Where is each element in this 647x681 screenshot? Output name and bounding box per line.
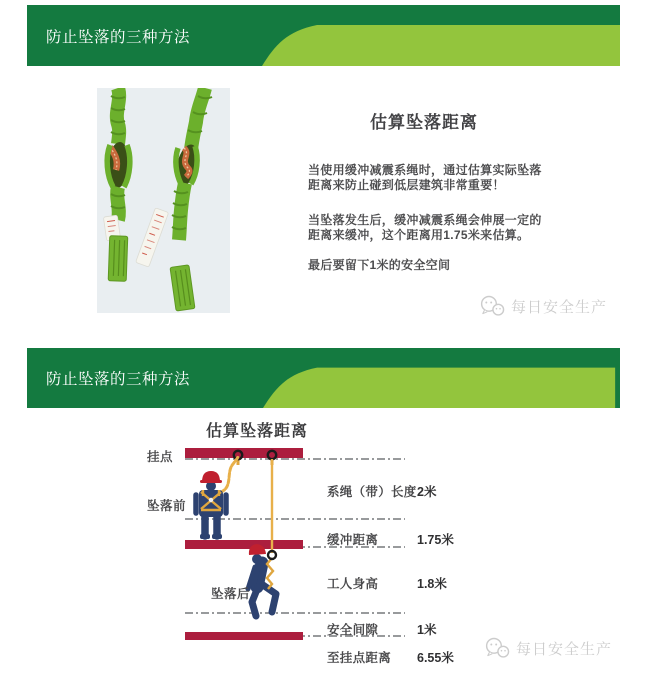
lanyard-line — [221, 457, 238, 492]
label-anchor-point: 挂点 — [147, 450, 174, 464]
measurement-value: 1.75米 — [417, 533, 454, 547]
worker-before-fall — [196, 471, 226, 539]
slide1-title: 估算坠落距离 — [370, 113, 478, 132]
slide2-banner-title: 防止坠落的三种方法 — [46, 371, 191, 388]
measurement-label: 安全间隙 — [327, 623, 379, 637]
slide1-watermark-text: 每日安全生产 — [511, 299, 608, 316]
slide1-paragraph-2: 当坠落发生后，缓冲减震系绳会伸展一定的距离来缓冲，这个距离用1.75米来估算。 — [308, 213, 542, 242]
slide1-paragraph-3: 最后要留下1米的安全空间 — [308, 258, 451, 272]
measurement-value: 1米 — [417, 623, 437, 637]
measurement-value: 6.55米 — [417, 651, 454, 665]
label-after-fall: 坠落后 — [211, 587, 251, 601]
lanyard-left — [103, 88, 130, 281]
slide2-header-banner — [27, 348, 620, 408]
slide1-paragraph-1: 当使用缓冲减震系绳时，通过估算实际坠落距离来防止碰到低层建筑非常重要！ — [308, 163, 542, 192]
measurement-label: 系绳（带）长度 — [327, 485, 417, 499]
lanyard-right — [136, 88, 212, 311]
worker-after-fall — [248, 544, 276, 616]
label-before-fall: 坠落前 — [147, 499, 187, 513]
slide1-watermark — [479, 295, 607, 318]
slide2-title: 估算坠落距离 — [205, 423, 308, 440]
measurement-label: 工人身高 — [327, 577, 379, 591]
lanyard-photo — [97, 88, 230, 313]
measurement-label: 缓冲距离 — [327, 533, 379, 547]
lanyard-right-end — [170, 265, 195, 311]
anchor-beam — [185, 448, 303, 458]
slide1-banner-title: 防止坠落的三种方法 — [46, 28, 191, 46]
slide1-header-banner — [27, 5, 620, 66]
measurement-label: 至挂点距离 — [327, 651, 392, 665]
measurement-value: 2米 — [417, 485, 437, 499]
fall-distance-diagram — [140, 440, 440, 680]
measurement-value: 1.8米 — [417, 577, 447, 591]
wechat-icon — [484, 637, 511, 660]
ground-beam — [185, 632, 303, 640]
slide2-watermark-text: 每日安全生产 — [516, 641, 613, 658]
slide2-watermark — [484, 637, 612, 660]
lanyard-left-end — [108, 236, 128, 282]
wechat-icon — [479, 295, 506, 318]
lanyard-illustration — [97, 88, 230, 313]
platform-beam — [185, 540, 303, 549]
lanyard-right-tag — [136, 208, 169, 267]
